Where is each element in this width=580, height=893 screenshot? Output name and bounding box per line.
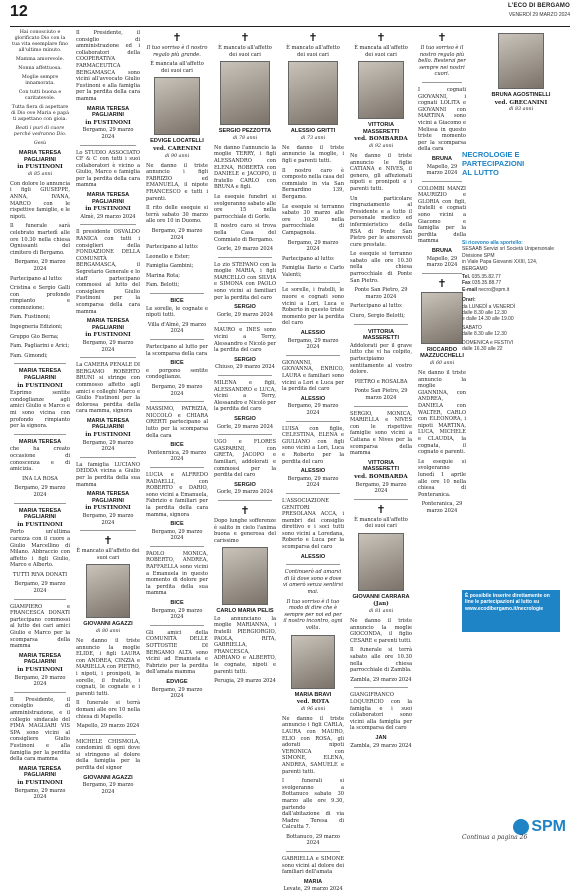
condolence-text: I cognati GIOVANNI, i cognati LOLITA e GIOVANNI con MARTINA sono vicini a Giacomo e Melissa in questo triste momento per la scomparsa della cara	[418, 86, 466, 153]
cross-icon: ✝	[437, 276, 447, 290]
hours-time: dalle 8.30 alle 12.30	[462, 331, 507, 338]
funeral-info: Le esequie si terranno sabato 30 marzo alle ore 10.30 nella parrocchiale di Campagnola.	[282, 203, 344, 236]
deceased-name: GIOVANNI AGAZZI	[83, 774, 133, 781]
notice-date: Bergamo, 29 marzo 2024	[82, 782, 134, 795]
deceased-name: SERGIO	[234, 415, 256, 422]
divider	[150, 546, 204, 547]
participant: Fam. Fustinoni;	[10, 314, 51, 321]
deceased-age: di 73 anni	[300, 135, 326, 141]
section-title-line: PARTECIPAZIONI	[462, 159, 525, 168]
notice-date: Bergamo, 29 marzo 2024	[14, 787, 66, 801]
signature: PIETRO e ROSALBA	[354, 378, 408, 385]
quote: Continuerò ad amarvi di là dove sono e dove vi amerò senza sentirvi mai.	[283, 569, 343, 596]
funeral-info: Il funerale sarà celebrato martedì alle ore 10.30 nella chiesa Ognissanti del cimitero di Bergamo.	[10, 223, 70, 256]
deceased-surname: ved. BOMBARDA	[354, 136, 408, 143]
hours-time: e dalle 14.30 alle 19.00	[462, 316, 514, 323]
funeral-info: Il funerale si terrà sabato alle ore 10.30 nella chiesa parrocchiale di Zambla.	[350, 647, 412, 674]
divider	[14, 503, 66, 504]
notice-date: Gorle, 29 marzo 2024	[216, 311, 274, 318]
deceased-name: BRUNA	[431, 248, 453, 255]
condolence-text: che ha creato occasione di conoscenza e di amicizia.	[10, 446, 70, 473]
divider	[354, 324, 408, 325]
page-number: 12	[10, 3, 28, 20]
notice-date: Bergamo, 29 marzo 2024	[82, 339, 134, 353]
cross-icon: ✝	[103, 534, 113, 548]
divider	[286, 282, 340, 283]
deceased-surname: in FUSTINONI	[85, 206, 131, 213]
notice-date: Bergamo, 29 marzo 2024	[82, 439, 134, 453]
funeral-info: Le esequie si terranno sabato alle ore 10.30 nella chiesa parrocchiale di Ponte San Pietro.	[350, 251, 412, 284]
notice-date: Ponteranica, 29 marzo 2024	[421, 501, 463, 514]
deceased-photo	[291, 635, 335, 689]
notice-date: Mapello, 29 marzo 2024	[76, 723, 140, 730]
deceased-name: VITTORIA MASSERETTI	[362, 122, 400, 135]
notice-date: Mapello, 29 marzo 2024	[426, 255, 458, 269]
deceased-age: di 60 anni	[429, 361, 455, 366]
verse-line: Nonna affettuosa.	[18, 66, 62, 71]
notice-date: Bergamo, 29 marzo 2024	[287, 337, 339, 351]
online-notice-box[interactable]	[462, 590, 560, 632]
divider	[80, 734, 136, 735]
participants-label: Partecipano al lutto:	[350, 303, 403, 310]
announcement: Ne danno il triste annuncio la moglie GIANNINA, con ANDREA, DANIELA con WALTER, CARLO con ELEONORA, i nipoti MARTINA, LUCA, MICHELE e CLAUDIA, la cognata, il cognato e parenti.	[418, 370, 466, 456]
email-label: E-mail	[462, 286, 478, 293]
condolence-text: SERGIO, MONICA, MARIELLA e NIVES con le rispettive famiglie sono vicini a Catiana e Nives per la scomparsa della mamma	[350, 410, 412, 457]
verse-line: Con tutti buona e caritatevole.	[18, 90, 62, 101]
signature: TUTTI RIVA DONATI	[12, 571, 68, 578]
condolence-text: La CAMERA PENALE DI BERGAMO ROBERTO BRUNI si stringe con commosso affetto agli amici e colleghi Marco e Giulio Fustinoni per la dolorosa perdita della cara mamma, signora	[76, 362, 140, 415]
deceased-name: VITTORIA MASSERETTI	[362, 328, 400, 342]
participants-label: Partecipano al lutto:	[146, 244, 199, 251]
announcement-lead: È mancata all'affetto dei suoi cari	[150, 61, 204, 74]
divider	[218, 375, 272, 376]
divider	[150, 339, 204, 340]
condolence-text: Partecipano al lutto per la scomparsa della cara	[146, 344, 208, 357]
announcement: Ne danno l'annuncio la moglie TERRY, i figli ALESSANDRO con ELENA, ROBERTA con DANIELE e JACOPO, il fratello CARLO con BRUNA e figli.	[214, 144, 276, 191]
quote: Il tuo sorriso è il nostro regalo più grande.	[146, 45, 208, 58]
deceased-surname: ved. CARENINI	[153, 145, 201, 152]
participants-label: Partecipano al lutto:	[282, 255, 335, 262]
announcement-lead: È mancato all'affetto dei suoi cari	[76, 548, 140, 561]
deceased-surname: in FUSTINONI	[17, 521, 63, 528]
hours-days: da LUNEDÌ a VENERDÌ	[462, 303, 516, 310]
condolence-text: L'ASSOCIAZIONE GENITORI PRESOLANA ACCA, i membri del consiglio direttivo e i soci tutti sono vicini a Loredana, Roberto e Luca per la scomparsa del caro	[282, 497, 344, 551]
divider	[150, 401, 204, 402]
info-panel	[462, 240, 560, 353]
deceased-age: di 85 anni	[27, 171, 53, 177]
divider	[80, 357, 136, 358]
deceased-name: ALESSIO GRITTI	[290, 128, 336, 135]
deceased-name: MARIA TERESA PAGLIARINI	[18, 765, 62, 779]
hours-days: SABATO	[462, 324, 482, 331]
online-notice-text: È possibile inserire direttamente on line le partecipazioni al lutto su www.ecodibergamo.it/necrologie	[465, 593, 550, 612]
deceased-name: BICE	[170, 442, 184, 449]
announcement-lead: Dopo lunghe sofferenze è salito in cielo l'anima buona e generosa del carissimo	[214, 517, 276, 544]
participant: Famiglia Ilario e Carlo Valenti;	[282, 265, 344, 278]
deceased-name: SERGIO PEZZOTTA	[218, 128, 272, 135]
announcement: Ne danno il triste annuncio i figli FABRIZIO ed EMANUELA, il nipote FRANCESCO e tutti i parenti.	[146, 162, 208, 202]
notice-date: Bergamo, 29 marzo 2024	[151, 607, 203, 621]
deceased-name: EDVIGE LOCATELLI	[150, 138, 204, 145]
notice-date: Perugia, 29 marzo 2024	[214, 678, 276, 685]
deceased-name: MARIA TERESA PAGLIARINI	[86, 491, 130, 504]
notice-date: Bergamo, 29 marzo 2024	[287, 475, 339, 489]
deceased-name: MARIA TERESA PAGLIARINI	[18, 507, 62, 521]
cross-icon: ✝	[172, 31, 182, 44]
divider	[150, 625, 204, 626]
notice-date: Bergamo, 29 marzo 2024	[287, 403, 339, 416]
announcement: Ne danno il triste annuncio le figlie CATIANA e NIVES, il genero, gli affezionati nipoti e pronipoti e i parenti tutti.	[350, 152, 412, 192]
deceased-name: BRUNA AGOSTINELLI	[491, 92, 551, 98]
participant: Cristina e Sergio Galli con profondo rimpianto e commozione;	[10, 285, 70, 311]
deceased-name: GIOVANNI AGAZZI	[83, 621, 133, 628]
divider	[422, 181, 462, 182]
condolence-text: COLOMBI MANZI MAURIZIO e GLORIA con figli, fratelli e cognati sono vicini a Giacomo e famiglia per la perdita della mamma	[418, 185, 466, 245]
participant: Gruppo Gio Berna;	[10, 333, 59, 340]
deceased-photo	[498, 33, 544, 89]
column-6	[350, 30, 412, 844]
deceased-name: RICCARDO MAZZUCCHELLI	[420, 346, 464, 360]
deceased-name: VITTORIA MASSERETTI	[362, 459, 400, 473]
thanks-text: Un particolare ringraziamento al Presidente e a tutto il personale medico ed infermieristico della RSA di Ponte San Pietro per le amorevoli cure prestate.	[350, 195, 412, 248]
divider	[80, 224, 136, 225]
agency-name: SESAAB Servizi srl Società Unipersonale Divisione SPM	[462, 246, 554, 259]
quote-author: Gesù	[33, 141, 47, 146]
deceased-name: SERGIO	[234, 356, 256, 363]
notice-date: Pontenrnica, 29 marzo 2024	[147, 449, 207, 463]
notice-date: Bergamo, 29 marzo 2024	[82, 127, 134, 140]
deceased-photo	[358, 61, 404, 119]
announcement: Lo annunciano la moglie MARIANNA, i fratelli PIERGIORGIO, PAOLA, RITA, GABRIELLA, FRANCESCA, ADRIANO e ALBERTO, le cognate, nipoti e parenti tutti.	[214, 615, 276, 675]
participant: Ciuro, Sergio Belotti;	[350, 313, 405, 320]
agency-address: in Viale Papa Giovanni XXIII, 124, BERGAMO	[462, 259, 538, 272]
tel-label: Tel.	[462, 274, 471, 281]
notice-date: Bergamo, 29 marzo 2024	[82, 513, 134, 526]
newspaper-name: L'ECO DI BERGAMO	[508, 3, 570, 9]
notice-date: Gorle, 29 marzo 2024	[216, 489, 274, 496]
notice-date: Bergamo, 29 marzo 2024	[287, 239, 339, 253]
notice-date: Bottanuco, 29 marzo 2024	[286, 833, 340, 847]
divider	[218, 322, 272, 323]
cross-icon: ✝	[240, 31, 250, 44]
deceased-surname: ved. BOMBARDA	[354, 473, 408, 480]
divider	[422, 82, 462, 83]
condolence-text: GABRIELLA e SIMONE sono vicini al dolore dei familiari dell'amata	[282, 856, 344, 876]
condolence-text: Addolorati per il grave lutto che vi ha colpito, partecipiamo sentitamente al vostro dolore.	[350, 342, 412, 376]
verse-line: Tutta fiera di aspettare di Dio ove Maria e papà ti aspettano con gioia.	[10, 105, 70, 122]
hours-days: DOMENICA e FESTIVI	[462, 339, 514, 346]
column-2	[76, 30, 140, 844]
deceased-name: ALESSIO	[300, 395, 326, 402]
condolence-text: PAOLO MONICA, ROBERTO, ANDREA, RAFFAELLA sono vicini a Emanuela in questo momento di dolore per la perdita della sua mamma	[146, 550, 208, 597]
quote: Il tuo sorriso è il nostro regalo più bello. Resterai per sempre nei nostri cuori.	[418, 45, 466, 78]
deceased-name: MARIA TERESA PAGLIARINI	[18, 652, 62, 666]
notice-date: Bergamo, 29 marzo 2024	[151, 384, 203, 397]
hours-time: dalle 8.30 alle 12.30	[462, 310, 507, 317]
deceased-name: MARIA BRAVI	[294, 691, 332, 698]
deceased-photo	[358, 533, 404, 591]
divider	[80, 145, 136, 146]
column-3	[146, 30, 208, 844]
condolence-text: Lo STUDIO ASSOCIATO CF & C con tutti i suoi collaboratori è vicino a Giulio, Marco e famiglia per la perdita della cara mamma	[76, 149, 140, 189]
funeral-info: Il nostro caro si trova nella Casa del Commiato di Bergamo.	[214, 223, 276, 243]
deceased-name: BRUNA	[431, 155, 453, 162]
deceased-surname: in FUSTINONI	[85, 432, 131, 439]
condolence-text: GIANGIFRANCO LOQUERCIO con la famiglia e i suoi collaboratori sono vicini alla famiglia per la scomparsa del caro	[350, 692, 412, 732]
quote: Beati i puri di cuore perché vedranno Dio.	[13, 126, 67, 137]
deceased-name: MARIA TERESA	[18, 438, 62, 445]
divider	[80, 457, 136, 458]
divider	[218, 500, 272, 501]
condolence-text: Il Presidente, il consiglio di amministrazione, e il collegio sindacale del FIMA MAGLIARI VIS SPA sono vicini al consigliere Giulio Fustinoni e alla famiglia per la perdita della cara mamma	[10, 696, 70, 763]
deceased-age: di 81 anni	[368, 609, 394, 615]
section-title-line: AL LUTTO	[462, 168, 499, 177]
divider	[286, 421, 340, 422]
announcement: Ne danno il triste annuncio la moglie GIOCONDA, il figlio CESARE e parenti tutti.	[350, 618, 412, 644]
notice-date: Bergamo, 29 marzo 2024	[14, 581, 66, 595]
participant: Fam. Pagliarini e Arici;	[10, 343, 70, 350]
deceased-surname: ved. GRECANINI	[494, 99, 548, 106]
participants-label: Partecipano al lutto:	[10, 275, 63, 282]
condolence-text: Le sorelle, i fratelli, le nuore e cognati sono vicini a Lori, Luca e Roberto in questo triste momento per la perdita del caro	[282, 287, 344, 327]
funeral-info: Le esequie funebri si svolgeranno sabato alle ore 15 nella parrocchiale di Gorle.	[214, 193, 276, 220]
divider	[14, 363, 66, 364]
notice-date: Bergamo, 29 marzo 2024	[151, 227, 203, 241]
column-5	[282, 30, 344, 893]
condolence-text: Le sorelle, le cognate e nipoti tutti.	[146, 305, 208, 319]
cross-icon: ✝	[437, 31, 447, 44]
condolence-text: MAURO e INES sono vicini a Terry, Alessandro e Nicolò per la perdita del caro	[214, 327, 276, 354]
divider	[354, 687, 408, 688]
divider	[150, 467, 204, 468]
condolence-text: MICHELE CHISMOLA, condomini di ogni dove si stringono al dolore della famiglia per la perdita del signor	[76, 738, 140, 772]
condolence-text: LUCIA e ALFREDO RADAELLI, con ROBERTO e DARIO, sono vicini a Emanuela, Fabrizio e familiari per la perdita della cara mamma, signora	[146, 471, 208, 518]
deceased-name: ALESSIO	[300, 553, 326, 560]
deceased-name: MARIA TERESA PAGLIARINI	[86, 192, 130, 205]
funeral-info: Il rito delle esequie si terrà sabato 30 marzo alle ore 10 in Duomo.	[146, 205, 208, 225]
column-4	[214, 30, 276, 844]
divider	[286, 493, 340, 494]
deceased-name: MARIA TERESA PAGLIARINI	[86, 318, 130, 331]
notice-date: Bergamo, 29 marzo 2024	[355, 481, 407, 495]
fax-number: 035.35.88.77	[472, 280, 502, 287]
fax-label: Fax	[462, 280, 471, 287]
condolence-text: MILENA e figli, ALESSANDRO e LUCA, vicini a Terry, Alessandro e Nicolò per la perdita del caro	[214, 380, 276, 413]
deceased-name: BICE	[170, 600, 184, 607]
announcement: Ne danno il triste annuncio i figli CARLA, LAURA con MAURO, ELIO con ROSA, gli adorati nipoti VERONICA con SIMONE, ELENA, ANDREA, SAMUELE e parenti tutti.	[282, 715, 344, 775]
page-header	[10, 2, 570, 27]
divider	[14, 599, 66, 600]
deceased-name: JAN	[375, 734, 387, 741]
notice-date: Villa d'Almè, 29 marzo 2024	[147, 321, 207, 335]
condolence-text: e porgono sentite condoglianze.	[146, 367, 208, 381]
deceased-surname: ved. ROTA	[296, 699, 330, 706]
notice-date: Ponte San Pietro, 29 marzo 2024	[354, 287, 408, 300]
section-heading	[462, 150, 560, 177]
notice-date: Bergamo, 29 marzo 2024	[14, 259, 66, 272]
quote: Il tuo sorriso è il tuo modo di dire che è sempre per noi ed per il nostro incontro, ogni volta.	[283, 598, 343, 631]
divider	[354, 499, 408, 500]
deceased-name: BICE	[170, 298, 184, 305]
participant: Ingegneria Edizioni;	[10, 324, 63, 331]
deceased-age: di 78 anni	[232, 135, 258, 141]
verse-line: Moglie sempre innamorata.	[21, 75, 59, 86]
column-8-top	[472, 30, 570, 148]
notice-date: Ponte San Pietro, 29 marzo 2024	[354, 388, 408, 401]
verse-line: Mamma amorevole.	[15, 57, 65, 62]
continue-note: Continua a pagina 26	[462, 834, 528, 841]
issue-date: VENERDÌ 29 MARZO 2024	[508, 12, 570, 18]
deceased-surname: in FUSTINONI	[85, 332, 131, 339]
deceased-name: SERGIO	[234, 304, 256, 311]
notice-date: Bergamo, 29 marzo 2024	[14, 674, 66, 688]
deceased-age: di 90 anni	[164, 153, 190, 159]
deceased-name: ALESSIO	[300, 330, 326, 337]
section-title-line: NECROLOGIE E	[462, 150, 520, 159]
cross-icon: ✝	[240, 503, 250, 517]
deceased-photo	[220, 61, 270, 125]
participant: Fam. Gimondi;	[10, 352, 48, 359]
deceased-surname: in FUSTINONI	[17, 382, 63, 389]
hours-label: Orari:	[462, 297, 476, 304]
signature: INA LA ROSA	[22, 475, 58, 482]
deceased-surname: in FUSTINONI	[17, 779, 63, 786]
deceased-photo	[222, 547, 268, 605]
deceased-photo	[154, 77, 200, 135]
divider	[14, 434, 66, 435]
funeral-info: Il nostro caro è composto nella casa del commiato in via San Bernardino 139, Bergamo.	[282, 167, 344, 200]
deceased-surname: in FUSTINONI	[85, 119, 131, 126]
deceased-age: di 92 anni	[368, 143, 394, 149]
funeral-info: I funerali si svolgeranno a Bottanuco sabato 30 marzo alle ore 9.30, partendo dall'abitazione di via Madre Teresa di Calcutta 7.	[282, 778, 344, 831]
divider	[150, 293, 204, 294]
condolence-text: Gli amici della COMUNITÀ DELLE SOTTOSTIE DI BERGAMO ALTA sono vicini ad Emanuela e Fabrizio per la perdita dell'amata mamma	[146, 629, 208, 676]
spm-logo-icon	[513, 819, 529, 835]
condolence-text: GIOVANNI, GIOVANNA, ENRICO, LAURA e familiari sono vicini a Lori e Luca per la perdita del caro	[282, 359, 344, 393]
announcement-lead: È mancato all'affetto dei suoi cari	[286, 45, 340, 58]
deceased-name: MARIA TERESA PAGLIARINI	[86, 105, 130, 119]
deceased-age: di 83 anni	[508, 107, 534, 113]
notice-date: Gorle, 29 marzo 2024	[216, 246, 274, 253]
announcement: Con dolore lo annuncia i figli GIUSEPPE, ANNA, IVANA, MARCO con le rispettive famiglie, e le nipoti.	[10, 180, 70, 220]
column-7	[418, 30, 466, 844]
spm-logo-text: SPM	[531, 818, 566, 835]
deceased-surname: in FUSTINONI	[17, 667, 63, 673]
deceased-name: MARIA TERESA PAGLIARINI	[86, 417, 130, 431]
deceased-name: EDVIGE	[166, 678, 188, 685]
deceased-name: GIOVANNI CARRARA	[352, 593, 410, 600]
divider	[286, 355, 340, 356]
announcement: Ne danno il triste annuncio la moglie ELIDE, i figli LAURA con ANDREA, CINZIA e MARIELLA con PIETRO, i nipoti, i pronipoti, le sorelle, il fratello, i cognati, le cognate e i parenti tutti.	[76, 637, 140, 697]
hours-time: dalle 16.30 alle 22	[462, 346, 503, 353]
notice-date: Bergamo, 29 marzo 2024	[151, 686, 203, 700]
notice-date: Levate, 29 marzo 2024	[283, 886, 343, 893]
divider	[14, 692, 66, 693]
info-label: Si ricevono alla sportello:	[462, 240, 523, 246]
tel-number[interactable]: 035.35.82.77	[471, 274, 501, 281]
condolence-text: Esprimo sentite condoglianze agli amici Giulio e Marco e mi sono vicina con profondo rimpianto per la signora.	[10, 390, 70, 430]
participant: Leonello e Ester;	[146, 253, 190, 260]
divider	[218, 434, 272, 435]
cross-icon: ✝	[308, 31, 318, 44]
announcement-lead: È mancato all'affetto dei suoi cari	[218, 45, 272, 58]
condolence-text: La famiglia LUCIANO DEIDDA vicina a Giulio per la perdita della sua mamma	[76, 461, 140, 488]
condolence-text: GIAMPIERO e FRANCESCA DONATI partecipano commossi al lutto dei cari amici Giulio e Marco per la scomparsa della mamma	[10, 603, 70, 650]
deceased-name: ALESSIO	[300, 468, 326, 475]
announcement-lead: È mancato all'affetto dei suoi cari	[354, 516, 408, 530]
condolence-text: Il Presidente, il consiglio di amministrazione ed i collaboratori della COOPERATIVA FARMACEUTICA BERGAMASCA sono vicini all'avvocato Giulio Fustinoni e alla famiglia per la perdita della cara mamma	[76, 30, 140, 102]
deceased-surname: in FUSTINONI	[85, 505, 131, 512]
condolence-text: LUISA con figlie, CELESTINA, ELENA e GIULIANO con figli sono vicini a Lori, Luca e Roberto per la perdita del caro	[282, 425, 344, 465]
announcement-lead: È mancata all'affetto dei suoi cari	[354, 45, 408, 58]
condolence-text: UGO e FLORES GASPARINI, con GRETA, JACOPO e familiari, addolorati e commossi per la perdita del caro	[214, 439, 276, 479]
participant: Marina Rota;	[146, 272, 180, 279]
announcement: Ne danno il triste annuncio la moglie, i figli e parenti tutti.	[282, 144, 344, 164]
deceased-age: di 80 anni	[95, 628, 121, 634]
deceased-photo	[288, 61, 338, 125]
funeral-info: Le esequie si svolgeranno lunedì 1 aprile alle ore 10 nella chiesa di Ponteranica.	[418, 458, 466, 498]
notice-date: Zambla, 29 marzo 2024	[350, 742, 412, 749]
funeral-info: Il funerale si terrà domani alle ore 10 nella chiesa di Mapello.	[76, 700, 140, 720]
condolence-text: MASSIMO, PATRIZIA, NICCOLÒ e CHIARA ORERTI partecipano al lutto per la scomparsa della cara	[146, 406, 208, 439]
divider	[354, 406, 408, 407]
notice-date: Mapello, 29 marzo 2024	[426, 163, 458, 177]
notice-date: Chiuso, 29 marzo 2024	[215, 364, 275, 371]
deceased-name: MARIA	[303, 878, 323, 885]
notice-date: Bergamo, 29 marzo 2024	[151, 528, 203, 542]
divider	[218, 257, 272, 258]
deceased-photo	[421, 292, 463, 344]
condolence-text: Il presidente OSVALDO RANICA con tutti i consiglieri della FONDAZIONE DELLA COMUNITÀ BERGAMASCA, il Segretario Generale e lo staff partecipano commossi al lutto del consigliere Giulio Fustinoni per la scomparsa della cara mamma	[76, 229, 140, 315]
deceased-photo	[86, 564, 130, 618]
cross-icon: ✝	[376, 31, 386, 44]
deceased-nickname: (Jan)	[373, 601, 389, 608]
notice-date: Bergamo, 29 marzo 2024	[14, 485, 66, 498]
divider	[286, 851, 340, 852]
deceased-surname: in FUSTINONI	[17, 164, 63, 171]
deceased-name: SERGIO	[234, 481, 256, 488]
notice-date: Almè, 29 marzo 2024	[80, 213, 136, 220]
divider	[422, 273, 462, 274]
deceased-name: CARLO MARIA PELIS	[216, 608, 274, 615]
deceased-name: MARIA TERESA PAGLIARINI	[18, 150, 62, 163]
condolence-text: Lo zio STEFANO con la moglie MARIA, i figli MARCELLO con SILVIA e SIMONA con PAOLO sono vicini ai familiari per la perdita del caro	[214, 261, 276, 301]
deceased-name: BICE	[170, 521, 184, 528]
participant: Famiglia Gambini;	[146, 263, 194, 270]
deceased-name: MARIA TERESA PAGLIARINI	[18, 368, 62, 382]
column-1	[10, 30, 70, 844]
email-link[interactable]: necro@spm.it	[478, 286, 510, 293]
notice-date: Gorle, 29 marzo 2024	[216, 423, 274, 430]
cross-icon: ✝	[376, 502, 386, 516]
notice-date: Zambla, 29 marzo 2024	[350, 676, 412, 683]
condolence-text: Porto un'ultima carezza con il cuore a Giulio Marcellino di Milano. Abbraccio con affetto i figli Giulio, Marco e Alberto.	[10, 529, 70, 569]
participant: Fam. Belotti;	[146, 282, 180, 289]
deceased-age: di 96 anni	[300, 706, 326, 712]
deceased-name: BICE	[170, 360, 184, 367]
intro-text: Hai conosciuto e glorificato Dio con la tua vita esemplare fino all'ultimo minuto.	[12, 30, 68, 53]
divider	[80, 530, 136, 531]
divider	[286, 564, 340, 565]
